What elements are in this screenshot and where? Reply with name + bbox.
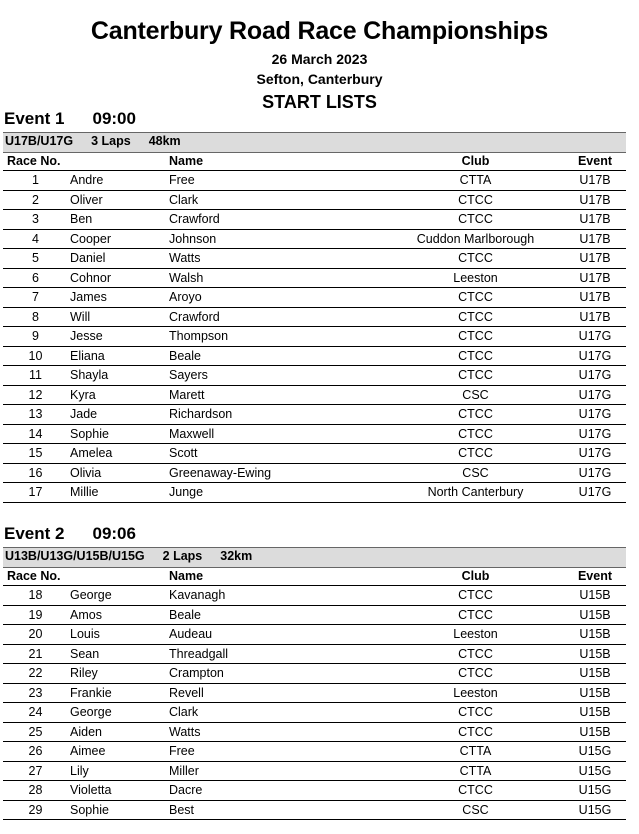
race-number: 17 — [28, 485, 43, 499]
event-category: U15G — [578, 783, 612, 797]
table-row — [3, 308, 626, 328]
table-row — [3, 762, 626, 782]
first-name: Frankie — [70, 685, 112, 700]
first-name: Kyra — [70, 387, 96, 402]
event-time: 09:06 — [92, 524, 136, 543]
table-row — [3, 684, 626, 704]
table-row — [3, 703, 626, 723]
club: CTCC — [458, 329, 493, 343]
club: CSC — [462, 802, 489, 817]
event-category: U17B — [579, 309, 611, 324]
first-name: Aiden — [70, 724, 102, 739]
first-name: Sean — [70, 646, 100, 661]
event-category: U17G — [578, 485, 612, 499]
race-number: 22 — [28, 666, 43, 680]
event-info — [5, 134, 199, 148]
table-row — [3, 210, 626, 230]
first-name: Amelea — [70, 446, 113, 460]
club: CTCC — [458, 407, 493, 421]
race-number: 7 — [32, 290, 39, 304]
event-title — [4, 109, 164, 129]
last-name: Aroyo — [169, 290, 202, 304]
club: CTCC — [458, 251, 493, 265]
race-number: 12 — [28, 387, 43, 402]
last-name: Clark — [169, 192, 199, 207]
first-name: Lily — [70, 763, 89, 778]
table-row — [3, 586, 626, 606]
first-name: Shayla — [70, 368, 109, 382]
first-name: George — [70, 588, 112, 602]
event-category: U15B — [579, 627, 611, 641]
column-header-race-no: Race No. — [7, 569, 61, 583]
column-header-name: Name — [169, 154, 204, 168]
first-name: Sophie — [70, 426, 109, 441]
table-header — [3, 152, 626, 171]
last-name: Crawford — [169, 212, 220, 226]
last-name: Audeau — [169, 627, 213, 641]
first-name: Amos — [70, 607, 102, 622]
event-category: U15G — [578, 802, 612, 817]
club: Leeston — [453, 685, 498, 700]
club: CTCC — [458, 290, 493, 304]
event-category: U15B — [579, 685, 611, 700]
event-info-band — [3, 132, 626, 153]
last-name: Junge — [169, 485, 204, 499]
last-name: Johnson — [169, 231, 217, 246]
table-row — [3, 645, 626, 665]
event-location: Sefton, Canterbury — [256, 71, 383, 87]
table-row — [3, 366, 626, 386]
event-category: U17G — [578, 387, 612, 402]
race-number: 25 — [28, 724, 43, 739]
club: CTCC — [458, 426, 493, 441]
last-name: Beale — [169, 607, 201, 622]
first-name: Will — [70, 309, 91, 324]
last-name: Free — [169, 173, 195, 187]
event-category: U17G — [578, 446, 612, 460]
last-name: Best — [169, 802, 195, 817]
first-name: Louis — [70, 627, 100, 641]
event-category: U17B — [579, 251, 611, 265]
event-label: Event 1 — [4, 109, 65, 128]
race-number: 21 — [28, 646, 43, 661]
table-row — [3, 230, 626, 250]
event-category: U17B — [579, 270, 611, 285]
table-row — [3, 347, 626, 367]
table-row — [3, 405, 626, 425]
event-label: Event 2 — [4, 524, 65, 543]
race-number: 5 — [32, 251, 39, 265]
event-laps: 3 Laps — [91, 134, 131, 148]
race-number: 10 — [28, 348, 43, 363]
club: CTCC — [458, 588, 493, 602]
table-row — [3, 781, 626, 801]
event-category: U15B — [579, 607, 611, 622]
event-category: U17G — [578, 329, 612, 343]
race-number: 9 — [32, 329, 39, 343]
last-name: Free — [169, 744, 195, 758]
event-laps: 2 Laps — [162, 549, 203, 563]
race-number: 27 — [28, 763, 43, 778]
event-category: U15G — [578, 744, 612, 758]
last-name: Watts — [169, 724, 201, 739]
table-row — [3, 625, 626, 645]
club: CTTA — [459, 173, 492, 187]
event-date: 26 March 2023 — [271, 51, 368, 67]
table-row — [3, 801, 626, 821]
column-header-event: Event — [577, 569, 613, 583]
event-category: U17B — [579, 212, 611, 226]
event-category: U15G — [578, 763, 612, 778]
race-number: 18 — [28, 588, 43, 602]
event-category: U15B — [579, 666, 611, 680]
event-category: U15B — [579, 724, 611, 739]
event-distance: 32km — [220, 549, 253, 563]
table-row — [3, 723, 626, 743]
table-row — [3, 269, 626, 289]
event-category: U15B — [579, 646, 611, 661]
last-name: Revell — [169, 685, 204, 700]
last-name: Watts — [169, 251, 201, 265]
club: CTTA — [459, 744, 492, 758]
race-number: 16 — [28, 465, 43, 480]
column-header-club: Club — [461, 154, 490, 168]
event-category: U15B — [579, 588, 611, 602]
first-name: Oliver — [70, 192, 103, 207]
column-header-name: Name — [169, 569, 204, 583]
column-header-event: Event — [577, 154, 613, 168]
last-name: Greenaway-Ewing — [169, 465, 272, 480]
club: CTCC — [458, 309, 493, 324]
table-row — [3, 249, 626, 269]
table-row — [3, 606, 626, 626]
start-lists-heading: START LISTS — [262, 92, 377, 112]
club: CTCC — [458, 783, 493, 797]
club: CTCC — [458, 446, 493, 460]
first-name: Riley — [70, 666, 98, 680]
last-name: Kavanagh — [169, 588, 226, 602]
first-name: Daniel — [70, 251, 106, 265]
club: North Canterbury — [427, 485, 524, 499]
last-name: Maxwell — [169, 426, 215, 441]
race-number: 8 — [32, 309, 39, 324]
first-name: Eliana — [70, 348, 105, 363]
last-name: Marett — [169, 387, 205, 402]
club: CSC — [462, 387, 489, 402]
first-name: Cohnor — [70, 270, 111, 285]
last-name: Crawford — [169, 309, 220, 324]
last-name: Miller — [169, 763, 199, 778]
first-name: Aimee — [70, 744, 106, 758]
table-row — [3, 444, 626, 464]
race-number: 6 — [32, 270, 39, 285]
table-row — [3, 425, 626, 445]
event-distance: 48km — [148, 134, 181, 148]
first-name: Violetta — [70, 783, 112, 797]
race-number: 29 — [28, 802, 43, 817]
table-header — [3, 567, 626, 586]
event-info — [5, 549, 270, 563]
race-number: 20 — [28, 627, 43, 641]
first-name: Andre — [70, 173, 104, 187]
club: CTCC — [458, 212, 493, 226]
race-number: 19 — [28, 607, 43, 622]
last-name: Crampton — [169, 666, 224, 680]
race-number: 2 — [32, 192, 39, 207]
first-name: Jade — [70, 407, 98, 421]
club: CTCC — [458, 607, 493, 622]
last-name: Clark — [169, 705, 199, 719]
club: CSC — [462, 465, 489, 480]
event-category: U17G — [578, 426, 612, 441]
race-number: 28 — [28, 783, 43, 797]
last-name: Sayers — [169, 368, 208, 382]
table-row — [3, 386, 626, 406]
last-name: Thompson — [169, 329, 229, 343]
first-name: Jesse — [70, 329, 103, 343]
race-number: 15 — [28, 446, 43, 460]
column-header-club: Club — [461, 569, 490, 583]
last-name: Threadgall — [169, 646, 229, 661]
club: CTCC — [458, 724, 493, 739]
first-name: George — [70, 705, 112, 719]
race-number: 13 — [28, 407, 43, 421]
event-time: 09:00 — [92, 109, 136, 128]
event-category: U13B/U13G/U15B/U15G — [5, 549, 145, 563]
table-row — [3, 191, 626, 211]
column-header-race-no: Race No. — [7, 154, 61, 168]
club: Leeston — [453, 627, 498, 641]
event-category: U17G — [578, 348, 612, 363]
club: CTCC — [458, 348, 493, 363]
last-name: Richardson — [169, 407, 233, 421]
table-row — [3, 742, 626, 762]
race-number: 11 — [29, 368, 42, 382]
table-row — [3, 664, 626, 684]
event-category: U17B/U17G — [5, 134, 74, 148]
first-name: Olivia — [70, 465, 102, 480]
event-category: U17B — [579, 231, 611, 246]
table-row — [3, 464, 626, 484]
event-title — [4, 524, 164, 544]
event-category: U17G — [578, 465, 612, 480]
last-name: Walsh — [169, 270, 204, 285]
event-category: U17B — [579, 290, 611, 304]
club: CTCC — [458, 368, 493, 382]
club: Cuddon Marlborough — [416, 231, 535, 246]
race-number: 1 — [32, 173, 39, 187]
race-number: 3 — [32, 212, 39, 226]
club: CTTA — [459, 763, 492, 778]
race-number: 4 — [32, 231, 39, 246]
event-category: U17B — [579, 192, 611, 207]
last-name: Scott — [169, 446, 198, 460]
club: CTCC — [458, 705, 493, 719]
event-info-band — [3, 547, 626, 568]
first-name: James — [70, 290, 107, 304]
race-number: 23 — [28, 685, 43, 700]
club: Leeston — [453, 270, 498, 285]
club: CTCC — [458, 192, 493, 207]
page-title: Canterbury Road Race Championships — [90, 17, 549, 45]
race-number: 24 — [28, 705, 43, 719]
table-row — [3, 483, 626, 503]
first-name: Millie — [70, 485, 99, 499]
first-name: Ben — [70, 212, 93, 226]
event-category: U17B — [579, 173, 611, 187]
club: CTCC — [458, 666, 493, 680]
event-category: U15B — [579, 705, 611, 719]
club: CTCC — [458, 646, 493, 661]
event-category: U17G — [578, 368, 612, 382]
first-name: Sophie — [70, 802, 109, 817]
first-name: Cooper — [70, 231, 111, 246]
last-name: Beale — [169, 348, 201, 363]
table-row — [3, 288, 626, 308]
table-row — [3, 327, 626, 347]
event-category: U17G — [578, 407, 612, 421]
table-row — [3, 171, 626, 191]
last-name: Dacre — [169, 783, 203, 797]
race-number: 14 — [28, 426, 43, 441]
race-number: 26 — [28, 744, 43, 758]
